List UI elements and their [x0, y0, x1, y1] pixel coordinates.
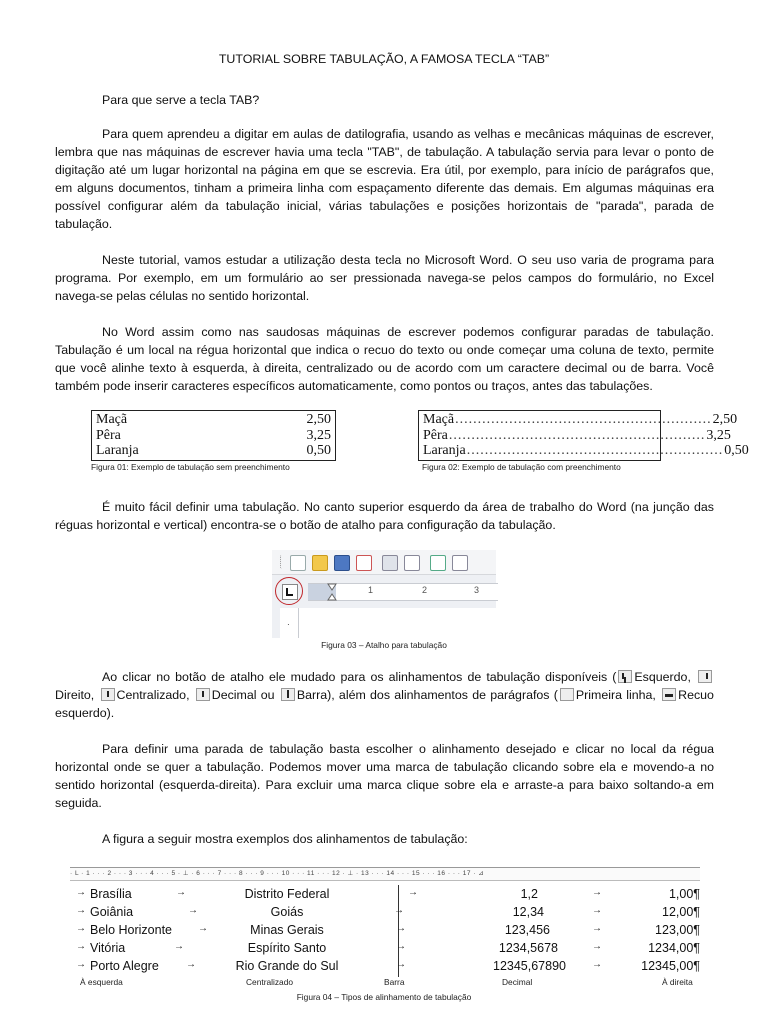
item-value: 2,50	[712, 412, 738, 427]
paragraph-definir: É muito fácil definir uma tabulação. No canto superior esquerdo da área de trabalho do Word (na junção das réguas horizontal e vertical) encontra-se o botão de atalho para configuração da tabulação.	[55, 500, 714, 532]
table-row	[423, 443, 749, 459]
text-span: Decimal ou	[211, 688, 275, 702]
text-span: Ao clicar no botão de atalho ele mudado para os alinhamentos de tabulação disponíveis (	[102, 670, 617, 684]
item-name: Laranja	[96, 443, 139, 458]
bar-tab-icon	[281, 688, 295, 701]
item-name: Pêra	[423, 427, 448, 443]
left-aligned-text: Porto Alegre	[90, 959, 159, 973]
paragraph-alinhamentos	[55, 668, 714, 722]
ruler-number: 3	[474, 585, 480, 595]
table-row: → Porto Alegre → Rio Grande do Sul → 12345,67890 → 12345,00¶	[76, 959, 700, 973]
decimal-aligned-text: 12,34	[512, 905, 544, 919]
table-row	[96, 428, 331, 444]
toolbar	[272, 550, 496, 575]
center-tab-icon	[101, 688, 115, 701]
figure-04-tab-types	[70, 863, 700, 988]
item-name: Maçã	[96, 412, 128, 427]
document-area[interactable]	[299, 608, 499, 638]
center-aligned-text: Espírito Santo	[247, 941, 327, 955]
left-aligned-text: Belo Horizonte	[90, 923, 172, 937]
text-span: Recuo esquerdo).	[55, 688, 714, 720]
right-aligned-text: 123,00¶	[655, 923, 700, 937]
vertical-ruler: ·	[280, 608, 299, 638]
first-line-indent-icon	[560, 688, 574, 701]
permission-icon[interactable]	[356, 555, 372, 571]
left-indent-icon	[662, 688, 676, 701]
text-span: Barra), além dos alinhamentos de parágrafos (	[296, 688, 558, 702]
center-aligned-text: Goiás	[270, 905, 304, 919]
new-document-icon[interactable]	[290, 555, 306, 571]
figure-01-table	[91, 410, 336, 461]
label-right: À direita	[662, 977, 693, 987]
text-span: Esquerdo,	[634, 670, 691, 684]
horizontal-ruler[interactable]	[308, 583, 498, 601]
table-row: → Brasília → Distrito Federal → 1,2 → 1,00¶	[76, 887, 700, 901]
research-icon[interactable]	[452, 555, 468, 571]
paragraph-definir-parada: Para definir uma parada de tabulação basta escolher o alinhamento desejado e clicar no local da régua horizontal onde se quer a tabulação. Podemos mover uma marca de tabulação clicando sobre ela e movendo-a no sentido horizontal (esquerda-direita). Para excluir uma marca clique sobre ela e arraste-a para baixo soltando-a em seguida.	[55, 742, 714, 810]
open-folder-icon[interactable]	[312, 555, 328, 571]
ruler-number: 2	[422, 585, 428, 595]
item-value: 0,50	[306, 443, 331, 458]
label-bar: Barra	[384, 977, 405, 987]
print-preview-icon[interactable]	[404, 555, 420, 571]
label-decimal: Decimal	[502, 977, 533, 987]
label-center: Centralizado	[246, 977, 294, 987]
figure-03-word-toolbar	[272, 550, 496, 638]
decimal-aligned-text: 12345,67890	[493, 959, 566, 973]
spelling-icon[interactable]	[430, 555, 446, 571]
right-aligned-text: 12345,00¶	[641, 959, 700, 973]
highlight-circle	[275, 577, 303, 605]
decimal-aligned-text: 123,456	[504, 923, 550, 937]
leader-dots: .........................................................	[466, 443, 724, 458]
decimal-tab-icon	[196, 688, 210, 701]
item-value: 3,25	[706, 427, 731, 443]
item-name: Laranja	[423, 443, 466, 458]
label-left: À esquerda	[80, 977, 123, 987]
figure-03-caption: Figura 03 – Atalho para tabulação	[321, 640, 447, 650]
indent-marker-icon[interactable]	[328, 584, 336, 600]
table-row: → Belo Horizonte → Minas Gerais → 123,456 → 123,00¶	[76, 923, 700, 937]
table-row	[96, 443, 331, 459]
left-aligned-text: Goiânia	[90, 905, 134, 919]
paragraph-intro: Para quem aprendeu a digitar em aulas de datilografia, usando as velhas e mecânicas máquinas de escrever, lembra que nas máquinas de escrever havia uma tecla "TAB", de tabulação. A tabulação servia para levar o ponto de digitação até um lugar horizontal na página em que se escrevia. Era útil, por exemplo, para início de parágrafos que, em alguns documentos, tinham a primeira linha com espaçamento diferente das demais. Em algumas máquinas era possível configurar além da tabulação inicial, várias tabulações e posições horizontais de "parada", parada de tabulação.	[55, 127, 714, 231]
paragraph-figura: A figura a seguir mostra exemplos dos alinhamentos de tabulação:	[102, 832, 468, 846]
item-value: 2,50	[306, 412, 331, 427]
leader-dots: .........................................................	[448, 427, 706, 443]
table-row: → Goiânia → Goiás → 12,34 → 12,00¶	[76, 905, 700, 919]
figure-01-caption: Figura 01: Exemplo de tabulação sem preenchimento	[91, 462, 290, 472]
text-span: Centralizado,	[116, 688, 190, 702]
table-row	[96, 412, 331, 428]
text-span: Direito,	[55, 688, 95, 702]
horizontal-ruler: · L · 1 · · · 2 · · · 3 · · · 4 · · · 5 · ⊥ · 6 · · · 7 · · · 8 · · · 9 · · · 10 · · · 11 · · · 12 · ⊥ · 13 · · · 14 · · · 15 · · · 16 · · · 17 · ⊿	[70, 867, 700, 881]
right-tab-icon	[698, 670, 712, 683]
decimal-aligned-text: 1,2	[520, 887, 538, 901]
paragraph-word: Neste tutorial, vamos estudar a utilização desta tecla no Microsoft Word. O seu uso varia de programa para programa. Por exemplo, em um formulário ao ser pressionada navega-se pelos campos do formulário, no Excel navega-se pelas células no sentido horizontal.	[55, 253, 714, 303]
figure-04-caption: Figura 04 – Tipos de alinhamento de tabulação	[296, 992, 472, 1002]
center-aligned-text: Distrito Federal	[244, 887, 330, 901]
figure-02-table	[418, 410, 749, 461]
item-value: 3,25	[306, 427, 331, 443]
print-icon[interactable]	[382, 555, 398, 571]
decimal-aligned-text: 1234,5678	[498, 941, 558, 955]
center-aligned-text: Minas Gerais	[250, 923, 324, 937]
leader-dots: .........................................................	[455, 412, 712, 427]
left-tab-icon	[618, 670, 632, 683]
toolbar-grip-icon	[280, 555, 284, 569]
item-name: Maçã	[423, 412, 455, 427]
right-aligned-text: 1234,00¶	[648, 941, 700, 955]
text-span: Primeira linha,	[575, 688, 656, 702]
item-value: 0,50	[724, 443, 749, 458]
table-row	[423, 427, 731, 444]
save-icon[interactable]	[334, 555, 350, 571]
table-row	[423, 412, 738, 428]
paragraph-tabulacao: No Word assim como nas saudosas máquinas de escrever podemos configurar paradas de tabulação. Tabulação é um local na régua horizontal que indica o recuo do texto ou onde começar uma coluna de texto, permite que você alinhe texto à esquerda, à direita, centralizado ou de acordo com um caractere decimal ou de barra. Você também pode inserir caracteres específicos automaticamente, como pontos ou traços, antes das tabulações.	[55, 325, 714, 393]
table-row: → Vitória → Espírito Santo → 1234,5678 → 1234,00¶	[76, 941, 700, 955]
right-aligned-text: 1,00¶	[668, 887, 700, 901]
right-aligned-text: 12,00¶	[662, 905, 700, 919]
figure-02-caption: Figura 02: Exemplo de tabulação com preenchimento	[422, 462, 621, 472]
page-title: TUTORIAL SOBRE TABULAÇÃO, A FAMOSA TECLA “TAB”	[218, 52, 550, 66]
center-aligned-text: Rio Grande do Sul	[235, 959, 339, 973]
item-name: Pêra	[96, 427, 121, 443]
left-aligned-text: Brasília	[90, 887, 132, 901]
question-paragraph: Para que serve a tecla TAB?	[102, 93, 260, 107]
ruler-number: 1	[368, 585, 374, 595]
left-aligned-text: Vitória	[90, 941, 126, 955]
